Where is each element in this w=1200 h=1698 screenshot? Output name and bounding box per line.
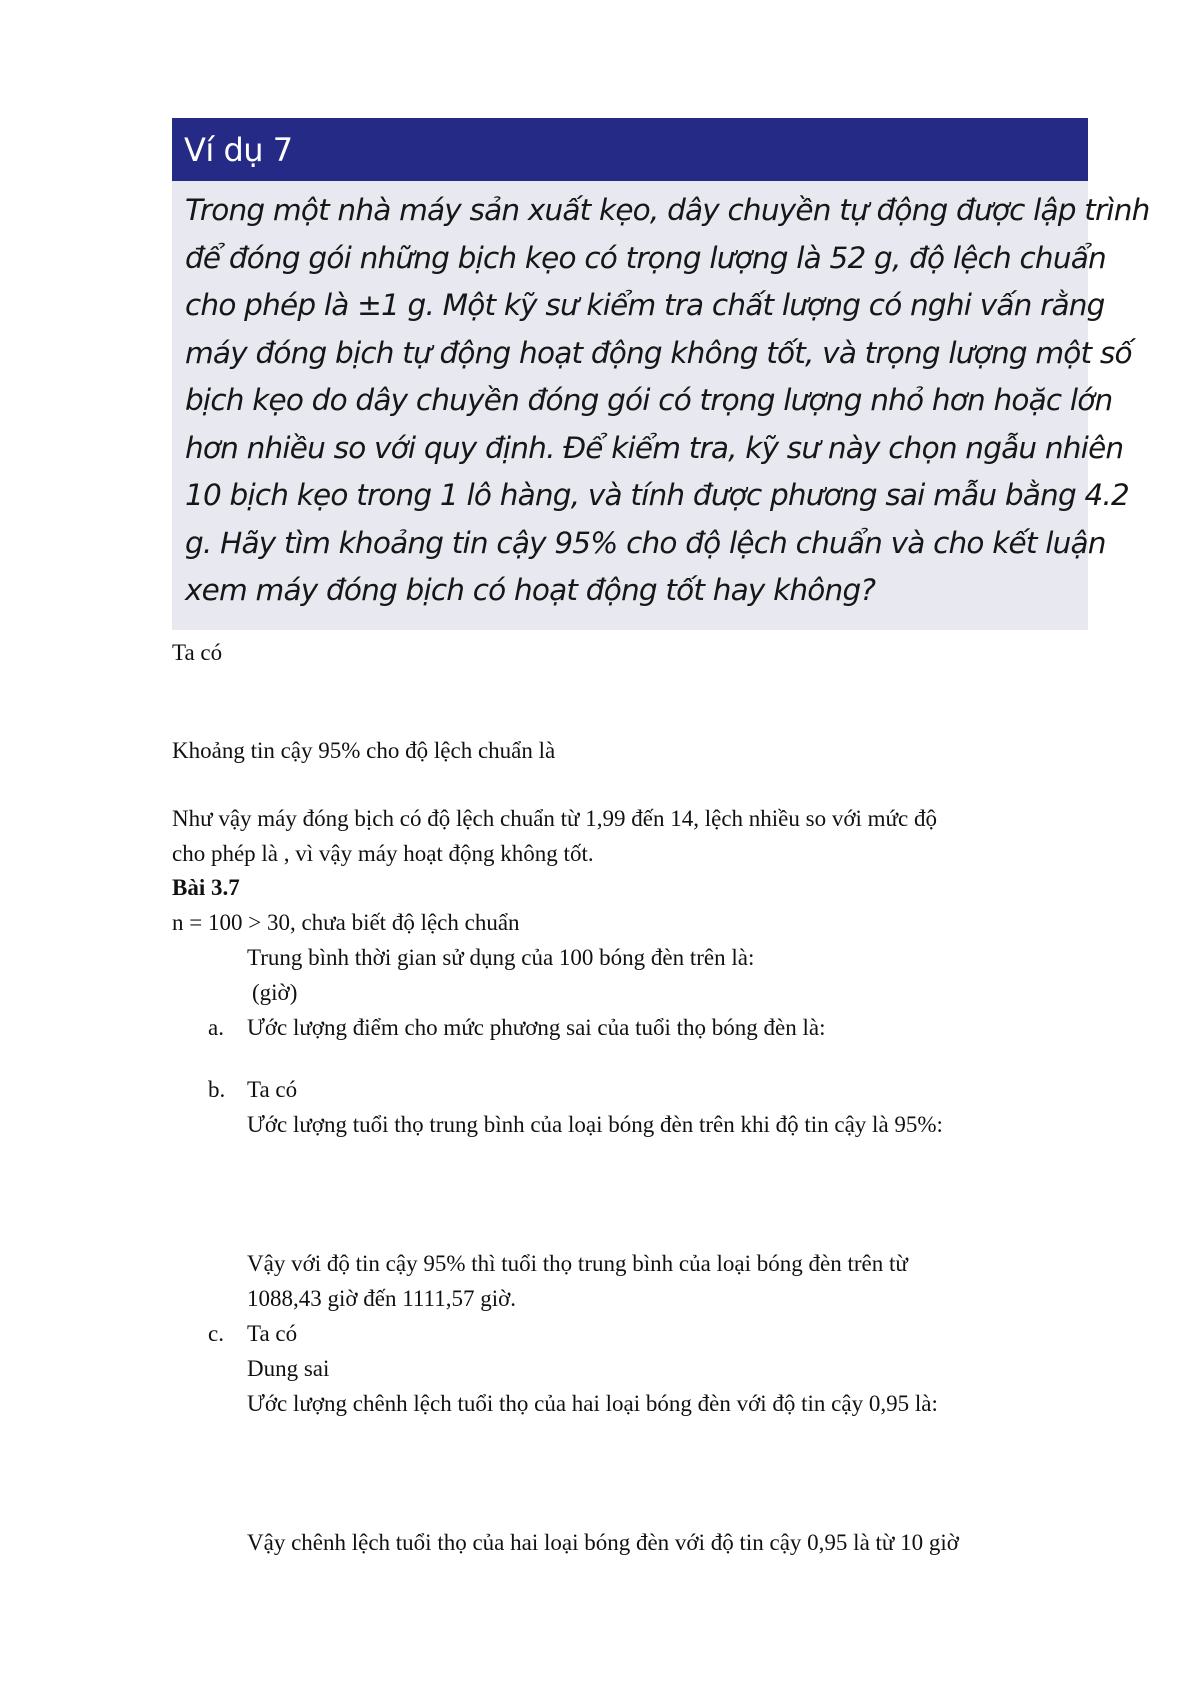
part-c-ta-co: Ta có: [247, 1321, 298, 1346]
part-c-conclusion-line: Vậy chênh lệch tuổi thọ của hai loại bóng đèn với độ tin cậy 0,95 là từ 10 giờ: [247, 1530, 959, 1555]
list-marker-c: c.: [208, 1321, 224, 1346]
ta-co-text: Ta có: [172, 640, 223, 665]
example-line: để đóng gói những bịch kẹo có trọng lượng là 52 g, độ lệch chuẩn: [185, 240, 1106, 275]
part-c-est-intro: Ước lượng chênh lệch tuổi thọ của hai loại bóng đèn với độ tin cậy 0,95 là:: [247, 1391, 938, 1416]
conclusion-line: cho phép là , vì vậy máy hoạt động không tốt.: [172, 841, 594, 866]
section-title: Bài 3.7: [172, 875, 240, 900]
mean-intro-text: Trung bình thời gian sử dụng của 100 bóng đèn trên là:: [247, 945, 755, 970]
part-a-text: Ước lượng điểm cho mức phương sai của tuổi thọ bóng đèn là:: [247, 1015, 826, 1040]
given-text: n = 100 > 30, chưa biết độ lệch chuẩn: [172, 910, 520, 935]
example-box: [172, 118, 1150, 630]
example-line: hơn nhiều so với quy định. Để kiểm tra, kỹ sư này chọn ngẫu nhiên: [185, 430, 1124, 465]
example-line: Trong một nhà máy sản xuất kẹo, dây chuyền tự động được lập trình: [185, 193, 1150, 227]
example-line: xem máy đóng bịch có hoạt động tốt hay không?: [185, 573, 876, 607]
unit-text: (giờ): [252, 980, 298, 1005]
part-b-est-intro: Ước lượng tuổi thọ trung bình của loại bóng đèn trên khi độ tin cậy là 95%:: [247, 1112, 943, 1137]
example-line: bịch kẹo do dây chuyền đóng gói có trọng lượng nhỏ hơn hoặc lớn: [185, 383, 1113, 417]
ci-intro-text: Khoảng tin cậy 95% cho độ lệch chuẩn là: [172, 738, 556, 763]
part-b-conclusion-line: Vậy với độ tin cậy 95% thì tuổi thọ trung bình của loại bóng đèn trên từ: [247, 1251, 908, 1276]
example-line: cho phép là ±1 g. Một kỹ sư kiểm tra chất lượng có nghi vấn rằng: [185, 288, 1105, 322]
part-b-conclusion-line: 1088,43 giờ đến 1111,57 giờ.: [247, 1286, 517, 1311]
part-c-dung-sai: Dung sai: [247, 1356, 330, 1381]
part-b-ta-co: Ta có: [247, 1077, 298, 1102]
example-line: g. Hãy tìm khoảng tin cậy 95% cho độ lệch chuẩn và cho kết luận: [185, 525, 1106, 560]
example-line: 10 bịch kẹo trong 1 lô hàng, và tính được phương sai mẫu bằng 4.2: [185, 478, 1129, 512]
example-line: máy đóng bịch tự động hoạt động không tốt, và trọng lượng một số: [185, 335, 1132, 370]
conclusion-line: Như vậy máy đóng bịch có độ lệch chuẩn từ 1,99 đến 14, lệch nhiều so với mức độ: [172, 806, 937, 831]
list-marker-a: a.: [208, 1015, 224, 1040]
example-header: Ví dụ 7: [172, 118, 1088, 181]
example-body: [172, 181, 1150, 615]
list-marker-b: b.: [208, 1077, 226, 1102]
